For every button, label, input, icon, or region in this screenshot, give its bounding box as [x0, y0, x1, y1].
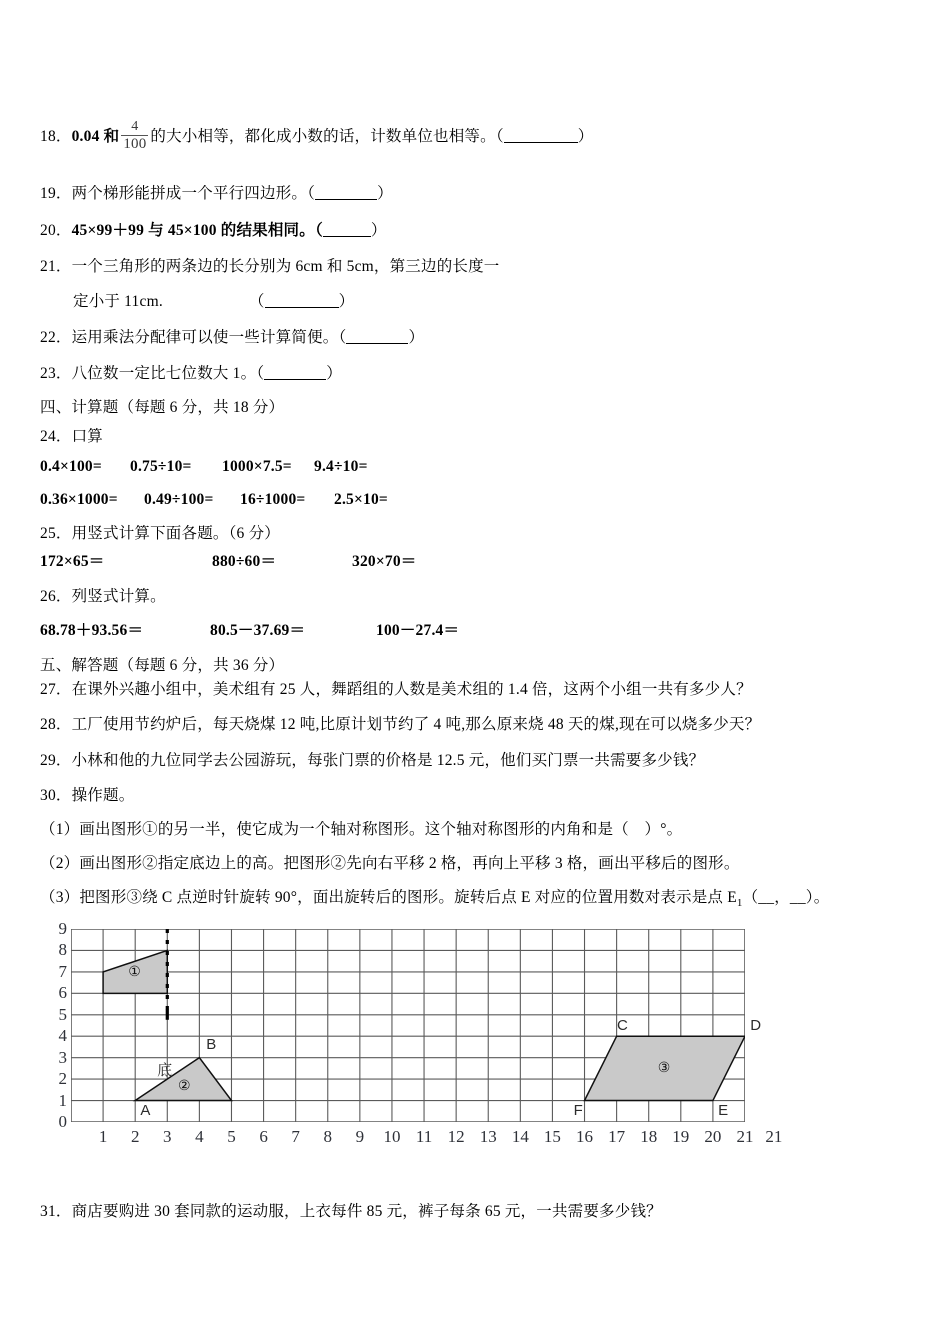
y-tick-6: 6 — [58, 983, 67, 1003]
q24-r2-item-3: 2.5×10= — [334, 491, 388, 508]
q23-number: 23． — [40, 365, 72, 382]
x-tick-19: 20 — [704, 1127, 722, 1146]
q24-number: 24． — [40, 428, 72, 445]
y-tick-4: 4 — [58, 1026, 67, 1046]
x-tick-4: 5 — [227, 1127, 236, 1146]
question-21-line-1 — [40, 258, 500, 277]
q21-text-line2: 定小于 11cm. — [73, 293, 163, 310]
y-tick-3: 3 — [58, 1047, 67, 1067]
question-29 — [40, 752, 704, 771]
shape-1-marker: ① — [128, 962, 141, 979]
x-tick-5: 6 — [259, 1127, 268, 1146]
y-tick-1: 1 — [58, 1090, 67, 1110]
q22-text: 运用乘法分配律可以使一些计算简便。（ — [71, 329, 347, 346]
question-19 — [40, 185, 393, 204]
question-23 — [40, 365, 342, 384]
grid-area — [71, 929, 745, 1122]
y-tick-2: 2 — [58, 1069, 67, 1089]
x-tick-15: 16 — [576, 1127, 594, 1146]
q28-number: 28． — [40, 716, 72, 733]
q25-title: 用竖式计算下面各题。（6 分） — [71, 525, 280, 542]
fraction-numerator: 4 — [131, 119, 139, 134]
point-label-a: A — [140, 1102, 151, 1120]
q24-r1-item-0: 0.4×100= — [40, 458, 102, 475]
point-label-c: C — [617, 1016, 628, 1034]
question-28 — [40, 716, 760, 735]
question-21-line-2 — [73, 293, 354, 312]
q24-r1-item-1: 0.75÷10= — [130, 458, 192, 475]
question-30-sub-1: （1）画出图形①的另一半，使它成为一个轴对称图形。这个轴对称图形的内角和是（ ）°。 — [40, 821, 683, 838]
q24-r2-item-2: 16÷1000= — [240, 491, 306, 508]
x-tick-11: 12 — [447, 1127, 465, 1146]
question-22 — [40, 329, 424, 348]
section-five-heading: 五、解答题（每题 6 分，共 36 分） — [40, 657, 285, 674]
question-30-sub-3 — [40, 889, 829, 910]
geometry-grid-figure — [40, 915, 783, 1150]
fraction-4-over-100 — [121, 120, 148, 152]
x-tick-12: 13 — [479, 1127, 497, 1146]
q23-text: 八位数一定比七位数大 1。（ — [71, 365, 265, 382]
q29-number: 29． — [40, 752, 72, 769]
q25-item-0: 172×65＝ — [40, 553, 105, 570]
x-tick-3: 4 — [195, 1127, 204, 1146]
point-label-e: E — [718, 1102, 729, 1120]
x-tick-14: 15 — [543, 1127, 561, 1146]
x-tick-1: 2 — [130, 1127, 140, 1146]
shape-3-marker: ③ — [657, 1059, 671, 1076]
question-24-title — [40, 428, 103, 447]
q19-number: 19． — [40, 185, 72, 202]
q24-title: 口算 — [71, 428, 104, 445]
question-26-title — [40, 588, 166, 607]
q28-text: 工厂使用节约炉后，每天烧煤 12 吨,比原计划节约了 4 吨,那么原来烧 48 天的煤,现在可以烧多少天？ — [71, 716, 761, 733]
q19-text: 两个梯形能拼成一个平行四边形。（ — [71, 185, 316, 202]
cn-label-0: 底 — [157, 1063, 173, 1080]
q24-r2-item-1: 0.49÷100= — [144, 491, 214, 508]
x-tick-0: 1 — [98, 1127, 108, 1146]
question-24-row-2 — [40, 491, 388, 510]
q20-text: 45×99＋99 与 45×100 的结果相同。（ — [71, 222, 323, 239]
q30-sub3-text-b: （__，__）。 — [742, 889, 830, 906]
y-tick-5: 5 — [58, 1004, 67, 1024]
q19-tail: ） — [377, 185, 393, 202]
question-25-items — [40, 553, 416, 572]
x-tick-17: 18 — [640, 1127, 658, 1146]
q18-suffix: 的大小相等，都化成小数的话，计数单位也相等。（ — [150, 128, 504, 145]
q30-number: 30． — [40, 787, 72, 804]
point-label-f: F — [573, 1102, 583, 1120]
q21-answer-blank[interactable] — [265, 307, 339, 308]
q24-r1-item-3: 9.4÷10= — [314, 458, 368, 475]
x-tick-9: 10 — [383, 1127, 401, 1146]
point-label-b: B — [206, 1035, 217, 1053]
q18-prefix: 0.04 和 — [71, 128, 120, 145]
q26-number: 26． — [40, 588, 72, 605]
q29-text: 小林和他的九位同学去公园游玩，每张门票的价格是 12.5 元，他们买门票一共需要多少钱？ — [71, 752, 705, 769]
q18-answer-blank[interactable] — [504, 142, 578, 143]
y-tick-8: 8 — [58, 940, 67, 960]
q21-number: 21． — [40, 258, 72, 275]
q26-title: 列竖式计算。 — [71, 588, 166, 605]
q20-tail: ） — [370, 222, 387, 239]
y-tick-9: 9 — [58, 919, 67, 938]
y-tick-0: 0 — [58, 1112, 67, 1131]
x-tick-6: 7 — [291, 1127, 300, 1146]
fraction-denominator: 100 — [123, 136, 147, 152]
q24-r1-item-2: 1000×7.5= — [222, 458, 292, 475]
q23-tail: ） — [326, 365, 342, 382]
question-31 — [40, 1203, 662, 1222]
q27-number: 27． — [40, 681, 72, 698]
q18-tail: ） — [577, 128, 594, 145]
q26-item-2: 100－27.4＝ — [376, 622, 460, 639]
q22-number: 22． — [40, 329, 72, 346]
x-tick-18: 19 — [672, 1127, 690, 1146]
q21-text-line1: 一个三角形的两条边的长分别为 6cm 和 5cm，第三边的长度一 — [71, 258, 500, 275]
x-tick-10: 11 — [415, 1127, 433, 1146]
x-tick-7: 8 — [323, 1127, 332, 1146]
q31-number: 31． — [40, 1203, 72, 1220]
q27-text: 在课外兴趣小组中，美术组有 25 人，舞蹈组的人数是美术组的 1.4 倍，这两个小组一共有多少人？ — [71, 681, 752, 698]
x-tick-20: 21 — [736, 1127, 754, 1146]
x-tick-21: 21 — [765, 1127, 783, 1146]
grid-svg — [71, 929, 745, 1122]
q18-number: 18． — [40, 128, 72, 145]
q25-item-2: 320×70＝ — [352, 553, 417, 570]
question-26-items — [40, 622, 459, 641]
x-tick-16: 17 — [608, 1127, 626, 1146]
point-label-d: D — [750, 1016, 762, 1034]
q26-item-0: 68.78＋93.56＝ — [40, 622, 144, 639]
q22-tail: ） — [408, 329, 425, 346]
q25-item-1: 880÷60＝ — [212, 553, 277, 570]
q20-number: 20． — [40, 222, 72, 239]
q25-number: 25． — [40, 525, 72, 542]
question-25-title — [40, 525, 280, 544]
q20-answer-blank[interactable] — [323, 236, 371, 237]
q19-answer-blank[interactable] — [315, 199, 377, 200]
x-tick-13: 14 — [511, 1127, 529, 1146]
x-tick-8: 9 — [355, 1127, 365, 1146]
x-tick-2: 3 — [163, 1127, 172, 1146]
q21-tail: ） — [338, 293, 355, 310]
q30-title: 操作题。 — [71, 787, 135, 804]
q22-answer-blank[interactable] — [346, 343, 408, 344]
q30-sub3-subscript: 1 — [736, 897, 743, 910]
q23-answer-blank[interactable] — [264, 379, 326, 380]
question-30-sub-2: （2）画出图形②指定底边上的高。把图形②先向右平移 2 格，再向上平移 3 格，画出平移后的图形。 — [40, 855, 740, 872]
question-24-row-1 — [40, 458, 368, 477]
question-27 — [40, 681, 752, 700]
question-20 — [40, 222, 387, 241]
section-four-heading: 四、计算题（每题 6 分，共 18 分） — [40, 399, 285, 416]
q31-text: 商店要购进 30 套同款的运动服，上衣每件 85 元，裤子每条 65 元，一共需要多少钱？ — [71, 1203, 662, 1220]
question-18 — [40, 120, 593, 152]
q24-r2-item-0: 0.36×1000= — [40, 491, 118, 508]
y-tick-7: 7 — [58, 961, 67, 981]
q21-paren-open: （ — [248, 293, 265, 310]
question-30-title — [40, 787, 134, 806]
shape-2-marker: ② — [177, 1076, 191, 1093]
q26-item-1: 80.5－37.69＝ — [210, 622, 306, 639]
q30-sub3-text-a: （3）把图形③绕 C 点逆时针旋转 90°，面出旋转后的图形。旋转后点 E 对应的位置用数对表示是点 E — [40, 889, 737, 906]
